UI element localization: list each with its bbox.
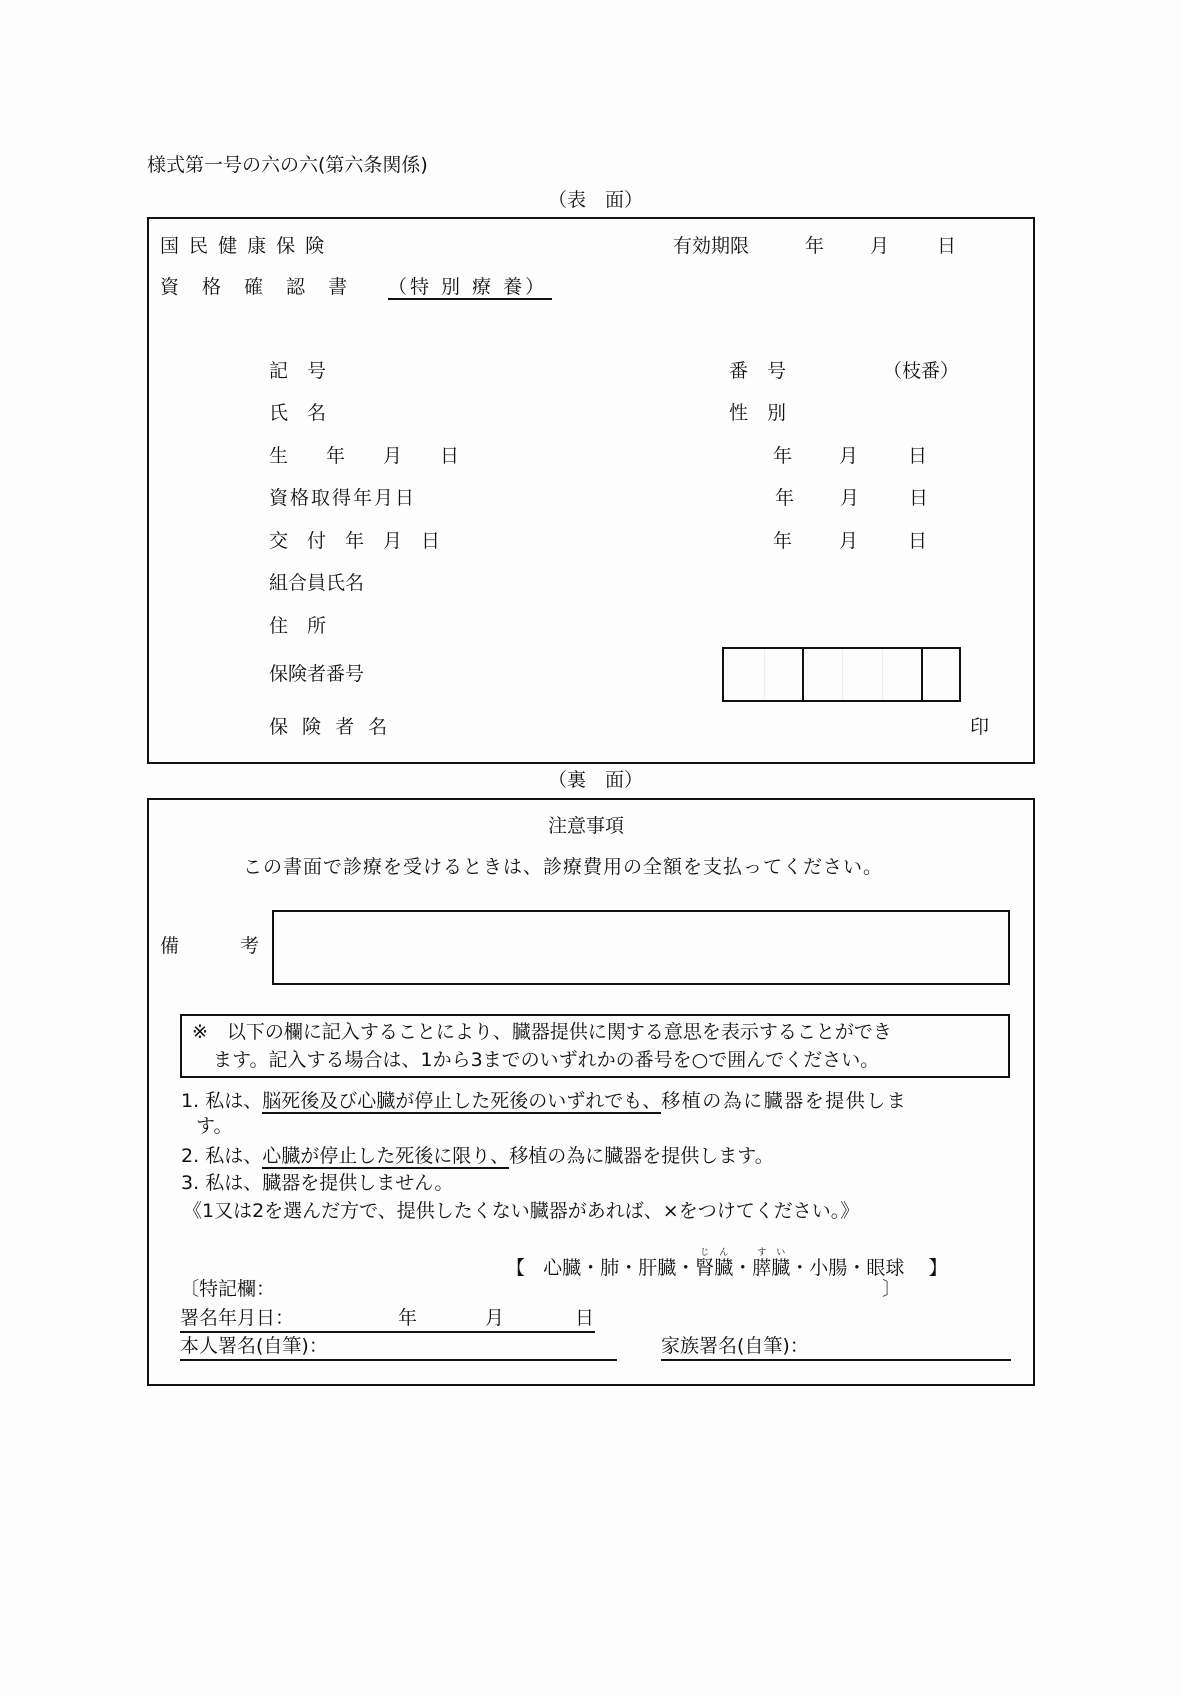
organ-notice-line-1: ※ 以下の欄に記入することにより、臓器提供に関する意思を表示することができ [192,1021,892,1043]
remarks-label-1: 備 [160,935,180,957]
special-care-title: （特 別 療 養） [388,276,552,300]
birth-day: 日 [908,445,928,467]
issue-date-label: 交 付 年 月 日 [269,530,441,552]
organ-small-intestine[interactable]: 小腸 [809,1257,848,1279]
insurer-number-label: 保険者番号 [269,663,365,685]
family-signature-field[interactable] [661,1335,1011,1361]
insurer-number-cell-divider [882,649,883,700]
option-underlined: 脳死後及び心臓が停止した死後のいずれでも、 [262,1090,662,1112]
insurance-title: 国 民 健 康 保 険 [160,235,327,257]
option-1[interactable] [181,1090,907,1112]
option-suffix: 移植の為に臓器を提供します。 [509,1145,774,1167]
organ-list-close-bracket: 】 [928,1257,948,1279]
self-signature-label: 本人署名(自筆)： [180,1335,328,1357]
branch-number-label: （枝番） [883,360,960,382]
insurer-number-cell-divider [842,649,843,700]
notice-text: この書面で診療を受けるときは、診療費用の全額を支払ってください。 [243,856,884,878]
organ-list [506,1248,948,1279]
separator: ・ [733,1257,753,1279]
validity-year: 年 [805,235,825,257]
issue-year: 年 [773,530,793,552]
birth-year: 年 [773,445,793,467]
separator: ・ [790,1257,810,1279]
remarks-label-2: 考 [240,935,260,957]
seal-mark: 印 [970,716,990,738]
acquisition-month: 月 [840,487,860,509]
front-side-label: （表 面） [548,189,644,211]
insurer-name-label: 保 険 者 名 [269,716,392,738]
address-label: 住 所 [269,615,327,637]
remarks-field[interactable] [272,910,1010,985]
certificate-title: 資 格 確 認 書 [160,276,350,298]
acquisition-day: 日 [909,487,929,509]
number-label: 番 号 [729,360,787,382]
option-number: 3. [181,1172,200,1194]
issue-day: 日 [908,530,928,552]
exclusion-note: 《1又は2を選んだ方で、提供したくない臓器があれば、×をつけてください。》 [183,1200,860,1222]
organ-notice-line-2: ます。記入する場合は、1から3までのいずれかの番号を○で囲んでください。 [213,1049,880,1071]
option-3[interactable] [181,1172,453,1194]
sign-date-field[interactable] [180,1307,595,1333]
insurer-number-box[interactable] [722,647,961,702]
pancreas-ruby: すい [752,1248,791,1258]
option-suffix: 臓器を提供しません。 [262,1172,454,1194]
sign-date-month: 月 [485,1307,505,1329]
self-signature-field[interactable] [180,1335,617,1361]
organ-liver[interactable]: 肝臓 [638,1257,677,1279]
validity-label: 有効期限 [673,235,750,257]
option-prefix: 私は、 [205,1090,263,1112]
organ-kidney-text: 腎臓 [695,1257,734,1279]
insurer-number-cell-divider [764,649,765,700]
back-side-label: （裏 面） [548,769,644,791]
notice-title: 注意事項 [548,815,625,837]
name-label: 氏 名 [269,402,327,424]
acquisition-date-label: 資格取得年月日 [269,487,417,509]
organ-lung[interactable]: 肺 [600,1257,620,1279]
separator: ・ [619,1257,639,1279]
organ-list-open-bracket: 【 [506,1257,526,1279]
separator: ・ [676,1257,696,1279]
option-number: 1. [181,1090,200,1112]
member-name-label: 組合員氏名 [269,572,365,594]
insurer-number-group-divider [802,649,804,700]
option-prefix: 私は、 [205,1172,263,1194]
validity-day: 日 [937,235,957,257]
option-suffix: 移植の為に臓器を提供しま [661,1090,908,1112]
separator: ・ [581,1257,601,1279]
issue-month: 月 [839,530,859,552]
special-note-label: 〔特記欄： [180,1278,276,1300]
special-note-field[interactable] [300,1276,880,1300]
validity-month: 月 [870,235,890,257]
sign-date-label: 署名年月日： [180,1307,295,1329]
acquisition-year: 年 [775,487,795,509]
family-signature-label: 家族署名(自筆)： [661,1335,809,1357]
sign-date-day: 日 [575,1307,595,1329]
organ-heart[interactable]: 心臓 [543,1257,582,1279]
kidney-ruby: じん [695,1248,734,1258]
form-title: 様式第一号の六の六(第六条関係) [147,154,428,176]
organ-pancreas-text: 膵臓 [752,1257,791,1279]
option-2[interactable] [181,1145,774,1167]
option-number: 2. [181,1145,200,1167]
birth-month: 月 [839,445,859,467]
sign-date-year: 年 [398,1307,418,1329]
sex-label: 性 別 [729,402,787,424]
insurer-number-group-divider [921,649,923,700]
option-prefix: 私は、 [205,1145,263,1167]
option-1-continuation: す。 [196,1115,233,1137]
separator: ・ [847,1257,867,1279]
option-underlined: 心臓が停止した死後に限り、 [262,1145,510,1167]
organ-eye[interactable]: 眼球 [866,1257,905,1279]
birth-date-label: 生 年 月 日 [269,445,460,467]
special-note-close: 〕 [882,1278,902,1300]
symbol-label: 記 号 [269,360,327,382]
